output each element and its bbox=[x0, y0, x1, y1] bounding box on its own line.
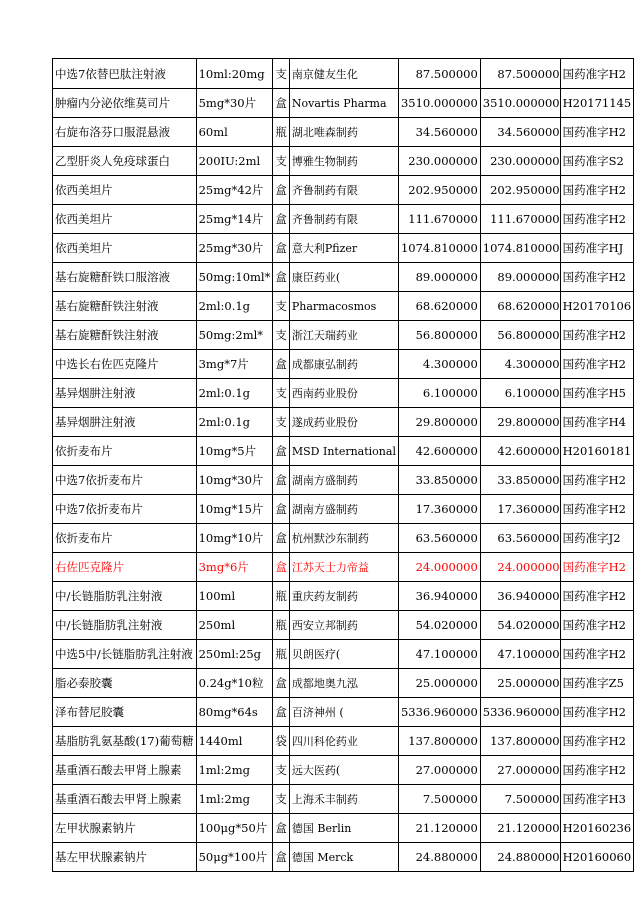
retail-price-cell[interactable]: 3510.000000 bbox=[480, 89, 560, 118]
drug-name-cell[interactable]: 左甲状腺素钠片 bbox=[53, 814, 197, 843]
approval-number-cell[interactable]: H20171145 bbox=[560, 89, 634, 118]
table-row bbox=[53, 147, 634, 176]
table-row bbox=[53, 756, 634, 785]
unit-cell[interactable]: 盒 bbox=[273, 263, 290, 292]
approval-number-cell[interactable]: 国药准字H2 bbox=[560, 466, 634, 495]
spec-cell[interactable]: 1ml:2mg bbox=[196, 756, 273, 785]
manufacturer-cell[interactable]: 康臣药业( bbox=[289, 263, 398, 292]
price-cell[interactable]: 68.620000 bbox=[398, 292, 480, 321]
table-row bbox=[53, 176, 634, 205]
spec-cell[interactable]: 2ml:0.1g bbox=[196, 408, 273, 437]
manufacturer-cell[interactable]: 齐鲁制药有限 bbox=[289, 205, 398, 234]
retail-price-cell[interactable]: 36.940000 bbox=[480, 582, 560, 611]
price-cell[interactable]: 29.800000 bbox=[398, 408, 480, 437]
spec-cell[interactable]: 2ml:0.1g bbox=[196, 379, 273, 408]
table-body bbox=[53, 59, 634, 872]
drug-name-cell[interactable]: 脂必泰胶囊 bbox=[53, 669, 197, 698]
drug-name-cell[interactable]: 基右旋糖酐铁口服溶液 bbox=[53, 263, 197, 292]
table-row bbox=[53, 89, 634, 118]
table-row bbox=[53, 785, 634, 814]
approval-number-cell[interactable]: 国药准字H2 bbox=[560, 176, 634, 205]
unit-cell[interactable]: 盒 bbox=[273, 669, 290, 698]
table-row bbox=[53, 408, 634, 437]
drug-name-cell[interactable]: 右旋布洛芬口服混悬液 bbox=[53, 118, 197, 147]
manufacturer-cell[interactable]: 百济神州 ( bbox=[289, 698, 398, 727]
retail-price-cell[interactable]: 87.500000 bbox=[480, 59, 560, 89]
drug-name-cell[interactable]: 基异烟肼注射液 bbox=[53, 408, 197, 437]
retail-price-cell[interactable]: 29.800000 bbox=[480, 408, 560, 437]
price-cell[interactable]: 56.800000 bbox=[398, 321, 480, 350]
approval-number-cell[interactable]: 国药准字H2 bbox=[560, 640, 634, 669]
table-row bbox=[53, 379, 634, 408]
table-row bbox=[53, 263, 634, 292]
manufacturer-cell[interactable]: Novartis Pharma bbox=[289, 89, 398, 118]
retail-price-cell[interactable]: 24.000000 bbox=[480, 553, 560, 582]
drug-name-cell[interactable]: 右佐匹克隆片 bbox=[53, 553, 197, 582]
approval-number-cell[interactable]: H20170106 bbox=[560, 292, 634, 321]
unit-cell[interactable]: 盒 bbox=[273, 437, 290, 466]
spec-cell[interactable]: 10ml:20mg bbox=[196, 59, 273, 89]
approval-number-cell[interactable]: 国药准字H2 bbox=[560, 756, 634, 785]
spec-cell[interactable]: 0.24g*10粒 bbox=[196, 669, 273, 698]
spec-cell[interactable]: 25mg*30片 bbox=[196, 234, 273, 263]
approval-number-cell[interactable]: 国药准字H2 bbox=[560, 118, 634, 147]
price-cell[interactable]: 34.560000 bbox=[398, 118, 480, 147]
table-row bbox=[53, 553, 634, 582]
table-row bbox=[53, 843, 634, 872]
approval-number-cell[interactable]: 国药准字H2 bbox=[560, 727, 634, 756]
unit-cell[interactable]: 支 bbox=[273, 147, 290, 176]
approval-number-cell[interactable]: 国药准字H2 bbox=[560, 263, 634, 292]
unit-cell[interactable]: 盒 bbox=[273, 350, 290, 379]
manufacturer-cell[interactable]: 德国 Merck bbox=[289, 843, 398, 872]
table-row bbox=[53, 59, 634, 89]
manufacturer-cell[interactable]: 意大利Pfizer bbox=[289, 234, 398, 263]
unit-cell[interactable]: 盒 bbox=[273, 234, 290, 263]
approval-number-cell[interactable]: 国药准字Z5 bbox=[560, 669, 634, 698]
retail-price-cell[interactable]: 47.100000 bbox=[480, 640, 560, 669]
spec-cell[interactable]: 50mg:10ml* bbox=[196, 263, 273, 292]
unit-cell[interactable]: 支 bbox=[273, 379, 290, 408]
approval-number-cell[interactable]: 国药准字J2 bbox=[560, 524, 634, 553]
spec-cell[interactable]: 25mg*14片 bbox=[196, 205, 273, 234]
retail-price-cell[interactable]: 230.000000 bbox=[480, 147, 560, 176]
spec-cell[interactable]: 100ml bbox=[196, 582, 273, 611]
price-cell[interactable]: 21.120000 bbox=[398, 814, 480, 843]
drug-name-cell[interactable]: 基左甲状腺素钠片 bbox=[53, 843, 197, 872]
approval-number-cell[interactable]: 国药准字S2 bbox=[560, 147, 634, 176]
approval-number-cell[interactable]: 国药准字HJ bbox=[560, 234, 634, 263]
table-row bbox=[53, 640, 634, 669]
unit-cell[interactable]: 支 bbox=[273, 292, 290, 321]
manufacturer-cell[interactable]: 西南药业股份 bbox=[289, 379, 398, 408]
retail-price-cell[interactable]: 63.560000 bbox=[480, 524, 560, 553]
approval-number-cell[interactable]: 国药准字H3 bbox=[560, 785, 634, 814]
spec-cell[interactable]: 1ml:2mg bbox=[196, 785, 273, 814]
unit-cell[interactable]: 盒 bbox=[273, 205, 290, 234]
table-row bbox=[53, 611, 634, 640]
price-cell[interactable]: 5336.960000 bbox=[398, 698, 480, 727]
table-row bbox=[53, 205, 634, 234]
table-row bbox=[53, 814, 634, 843]
drug-name-cell[interactable]: 依西美坦片 bbox=[53, 176, 197, 205]
table-row bbox=[53, 466, 634, 495]
spec-cell[interactable]: 10mg*10片 bbox=[196, 524, 273, 553]
manufacturer-cell[interactable]: MSD International bbox=[289, 437, 398, 466]
spec-cell[interactable]: 80mg*64s bbox=[196, 698, 273, 727]
manufacturer-cell[interactable]: 远大医药( bbox=[289, 756, 398, 785]
price-cell[interactable]: 24.880000 bbox=[398, 843, 480, 872]
drug-name-cell[interactable]: 依西美坦片 bbox=[53, 234, 197, 263]
approval-number-cell[interactable]: 国药准字H5 bbox=[560, 379, 634, 408]
price-cell[interactable]: 3510.000000 bbox=[398, 89, 480, 118]
retail-price-cell[interactable]: 34.560000 bbox=[480, 118, 560, 147]
approval-number-cell[interactable]: 国药准字H2 bbox=[560, 582, 634, 611]
retail-price-cell[interactable]: 7.500000 bbox=[480, 785, 560, 814]
retail-price-cell[interactable]: 89.000000 bbox=[480, 263, 560, 292]
retail-price-cell[interactable]: 24.880000 bbox=[480, 843, 560, 872]
spec-cell[interactable]: 250ml bbox=[196, 611, 273, 640]
unit-cell[interactable]: 瓶 bbox=[273, 611, 290, 640]
approval-number-cell[interactable]: H20160060 bbox=[560, 843, 634, 872]
unit-cell[interactable]: 瓶 bbox=[273, 582, 290, 611]
table-row bbox=[53, 321, 634, 350]
price-cell[interactable]: 89.000000 bbox=[398, 263, 480, 292]
spec-cell[interactable]: 25mg*42片 bbox=[196, 176, 273, 205]
drug-name-cell[interactable]: 中选长右佐匹克隆片 bbox=[53, 350, 197, 379]
spec-cell[interactable]: 5mg*30片 bbox=[196, 89, 273, 118]
manufacturer-cell[interactable]: 西安立邦制药 bbox=[289, 611, 398, 640]
retail-price-cell[interactable]: 202.950000 bbox=[480, 176, 560, 205]
spec-cell[interactable]: 50mg:2ml* bbox=[196, 321, 273, 350]
spec-cell[interactable]: 10mg*30片 bbox=[196, 466, 273, 495]
unit-cell[interactable]: 支 bbox=[273, 59, 290, 89]
unit-cell[interactable]: 盒 bbox=[273, 495, 290, 524]
drug-name-cell[interactable]: 泽布替尼胶囊 bbox=[53, 698, 197, 727]
drug-name-cell[interactable]: 乙型肝炎人免疫球蛋白 bbox=[53, 147, 197, 176]
approval-number-cell[interactable]: 国药准字H2 bbox=[560, 553, 634, 582]
table-row bbox=[53, 437, 634, 466]
manufacturer-cell[interactable]: 湖南方盛制药 bbox=[289, 495, 398, 524]
retail-price-cell[interactable]: 42.600000 bbox=[480, 437, 560, 466]
approval-number-cell[interactable]: 国药准字H2 bbox=[560, 350, 634, 379]
price-cell[interactable]: 63.560000 bbox=[398, 524, 480, 553]
drug-name-cell[interactable]: 中/长链脂肪乳注射液 bbox=[53, 582, 197, 611]
unit-cell[interactable]: 盒 bbox=[273, 814, 290, 843]
manufacturer-cell[interactable]: 湖北唯森制药 bbox=[289, 118, 398, 147]
drug-name-cell[interactable]: 基脂肪乳氨基酸(17)葡萄糖 bbox=[53, 727, 197, 756]
manufacturer-cell[interactable]: 湖南方盛制药 bbox=[289, 466, 398, 495]
retail-price-cell[interactable]: 137.800000 bbox=[480, 727, 560, 756]
spec-cell[interactable]: 1440ml bbox=[196, 727, 273, 756]
approval-number-cell[interactable]: 国药准字H2 bbox=[560, 495, 634, 524]
retail-price-cell[interactable]: 25.000000 bbox=[480, 669, 560, 698]
price-cell[interactable]: 87.500000 bbox=[398, 59, 480, 89]
drug-name-cell[interactable]: 中/长链脂肪乳注射液 bbox=[53, 611, 197, 640]
spec-cell[interactable]: 10mg*5片 bbox=[196, 437, 273, 466]
drug-name-cell[interactable]: 依西美坦片 bbox=[53, 205, 197, 234]
spec-cell[interactable]: 250ml:25g bbox=[196, 640, 273, 669]
retail-price-cell[interactable]: 4.300000 bbox=[480, 350, 560, 379]
manufacturer-cell[interactable]: 四川科伦药业 bbox=[289, 727, 398, 756]
drug-name-cell[interactable]: 中选5中/长链脂肪乳注射液 bbox=[53, 640, 197, 669]
price-cell[interactable]: 42.600000 bbox=[398, 437, 480, 466]
retail-price-cell[interactable]: 33.850000 bbox=[480, 466, 560, 495]
table-row bbox=[53, 698, 634, 727]
price-cell[interactable]: 27.000000 bbox=[398, 756, 480, 785]
approval-number-cell[interactable]: 国药准字H2 bbox=[560, 205, 634, 234]
unit-cell[interactable]: 盒 bbox=[273, 524, 290, 553]
unit-cell[interactable]: 盒 bbox=[273, 553, 290, 582]
unit-cell[interactable]: 瓶 bbox=[273, 640, 290, 669]
manufacturer-cell[interactable]: 浙江天瑞药业 bbox=[289, 321, 398, 350]
unit-cell[interactable]: 盒 bbox=[273, 843, 290, 872]
manufacturer-cell[interactable]: 江苏天士力帝益 bbox=[289, 553, 398, 582]
table-row bbox=[53, 495, 634, 524]
drug-price-table bbox=[52, 58, 634, 872]
spec-cell[interactable]: 200IU:2ml bbox=[196, 147, 273, 176]
retail-price-cell[interactable]: 21.120000 bbox=[480, 814, 560, 843]
spec-cell[interactable]: 60ml bbox=[196, 118, 273, 147]
retail-price-cell[interactable]: 27.000000 bbox=[480, 756, 560, 785]
spec-cell[interactable]: 10mg*15片 bbox=[196, 495, 273, 524]
retail-price-cell[interactable]: 54.020000 bbox=[480, 611, 560, 640]
price-cell[interactable]: 54.020000 bbox=[398, 611, 480, 640]
approval-number-cell[interactable]: H20160181 bbox=[560, 437, 634, 466]
unit-cell[interactable]: 袋 bbox=[273, 727, 290, 756]
spec-cell[interactable]: 50μg*100片 bbox=[196, 843, 273, 872]
price-cell[interactable]: 111.670000 bbox=[398, 205, 480, 234]
price-cell[interactable]: 202.950000 bbox=[398, 176, 480, 205]
unit-cell[interactable]: 盒 bbox=[273, 466, 290, 495]
drug-name-cell[interactable]: 依折麦布片 bbox=[53, 437, 197, 466]
manufacturer-cell[interactable]: 南京健友生化 bbox=[289, 59, 398, 89]
approval-number-cell[interactable]: 国药准字H2 bbox=[560, 59, 634, 89]
approval-number-cell[interactable]: 国药准字H2 bbox=[560, 321, 634, 350]
price-cell[interactable]: 7.500000 bbox=[398, 785, 480, 814]
drug-name-cell[interactable]: 中选7依折麦布片 bbox=[53, 495, 197, 524]
spec-cell[interactable]: 100μg*50片 bbox=[196, 814, 273, 843]
unit-cell[interactable]: 瓶 bbox=[273, 118, 290, 147]
manufacturer-cell[interactable]: 上海禾丰制药 bbox=[289, 785, 398, 814]
price-cell[interactable]: 137.800000 bbox=[398, 727, 480, 756]
retail-price-cell[interactable]: 111.670000 bbox=[480, 205, 560, 234]
drug-name-cell[interactable]: 基重酒石酸去甲肾上腺素 bbox=[53, 785, 197, 814]
table-row bbox=[53, 669, 634, 698]
manufacturer-cell[interactable]: 成都地奥九泓 bbox=[289, 669, 398, 698]
drug-name-cell[interactable]: 基重酒石酸去甲肾上腺素 bbox=[53, 756, 197, 785]
manufacturer-cell[interactable]: 博雅生物制药 bbox=[289, 147, 398, 176]
approval-number-cell[interactable]: 国药准字H4 bbox=[560, 408, 634, 437]
price-cell[interactable]: 6.100000 bbox=[398, 379, 480, 408]
retail-price-cell[interactable]: 17.360000 bbox=[480, 495, 560, 524]
unit-cell[interactable]: 支 bbox=[273, 321, 290, 350]
unit-cell[interactable]: 支 bbox=[273, 408, 290, 437]
table-row bbox=[53, 350, 634, 379]
retail-price-cell[interactable]: 68.620000 bbox=[480, 292, 560, 321]
manufacturer-cell[interactable]: 德国 Berlin bbox=[289, 814, 398, 843]
price-cell[interactable]: 1074.810000 bbox=[398, 234, 480, 263]
retail-price-cell[interactable]: 6.100000 bbox=[480, 379, 560, 408]
manufacturer-cell[interactable]: 成都康弘制药 bbox=[289, 350, 398, 379]
unit-cell[interactable]: 盒 bbox=[273, 698, 290, 727]
manufacturer-cell[interactable]: 杭州默沙东制药 bbox=[289, 524, 398, 553]
drug-name-cell[interactable]: 基右旋糖酐铁注射液 bbox=[53, 321, 197, 350]
table-row bbox=[53, 234, 634, 263]
spec-cell[interactable]: 2ml:0.1g bbox=[196, 292, 273, 321]
drug-name-cell[interactable]: 中选7依替巴肽注射液 bbox=[53, 59, 197, 89]
price-cell[interactable]: 17.360000 bbox=[398, 495, 480, 524]
manufacturer-cell[interactable]: 齐鲁制药有限 bbox=[289, 176, 398, 205]
table-row bbox=[53, 524, 634, 553]
drug-name-cell[interactable]: 依折麦布片 bbox=[53, 524, 197, 553]
manufacturer-cell[interactable]: Pharmacosmos bbox=[289, 292, 398, 321]
unit-cell[interactable]: 盒 bbox=[273, 89, 290, 118]
table-row bbox=[53, 292, 634, 321]
manufacturer-cell[interactable]: 贝朗医疗( bbox=[289, 640, 398, 669]
price-cell[interactable]: 230.000000 bbox=[398, 147, 480, 176]
spec-cell[interactable]: 3mg*6片 bbox=[196, 553, 273, 582]
unit-cell[interactable]: 支 bbox=[273, 785, 290, 814]
drug-name-cell[interactable]: 基异烟肼注射液 bbox=[53, 379, 197, 408]
drug-name-cell[interactable]: 肿瘤内分泌依维莫司片 bbox=[53, 89, 197, 118]
spec-cell[interactable]: 3mg*7片 bbox=[196, 350, 273, 379]
price-cell[interactable]: 47.100000 bbox=[398, 640, 480, 669]
approval-number-cell[interactable]: 国药准字H2 bbox=[560, 698, 634, 727]
table-row bbox=[53, 727, 634, 756]
approval-number-cell[interactable]: 国药准字H2 bbox=[560, 611, 634, 640]
drug-name-cell[interactable]: 基右旋糖酐铁注射液 bbox=[53, 292, 197, 321]
price-cell[interactable]: 24.000000 bbox=[398, 553, 480, 582]
price-cell[interactable]: 36.940000 bbox=[398, 582, 480, 611]
unit-cell[interactable]: 盒 bbox=[273, 176, 290, 205]
drug-name-cell[interactable]: 中选7依折麦布片 bbox=[53, 466, 197, 495]
retail-price-cell[interactable]: 56.800000 bbox=[480, 321, 560, 350]
price-cell[interactable]: 25.000000 bbox=[398, 669, 480, 698]
table-row bbox=[53, 118, 634, 147]
manufacturer-cell[interactable]: 遂成药业股份 bbox=[289, 408, 398, 437]
approval-number-cell[interactable]: H20160236 bbox=[560, 814, 634, 843]
unit-cell[interactable]: 支 bbox=[273, 756, 290, 785]
retail-price-cell[interactable]: 5336.960000 bbox=[480, 698, 560, 727]
price-cell[interactable]: 33.850000 bbox=[398, 466, 480, 495]
manufacturer-cell[interactable]: 重庆药友制药 bbox=[289, 582, 398, 611]
retail-price-cell[interactable]: 1074.810000 bbox=[480, 234, 560, 263]
price-cell[interactable]: 4.300000 bbox=[398, 350, 480, 379]
table-row bbox=[53, 582, 634, 611]
